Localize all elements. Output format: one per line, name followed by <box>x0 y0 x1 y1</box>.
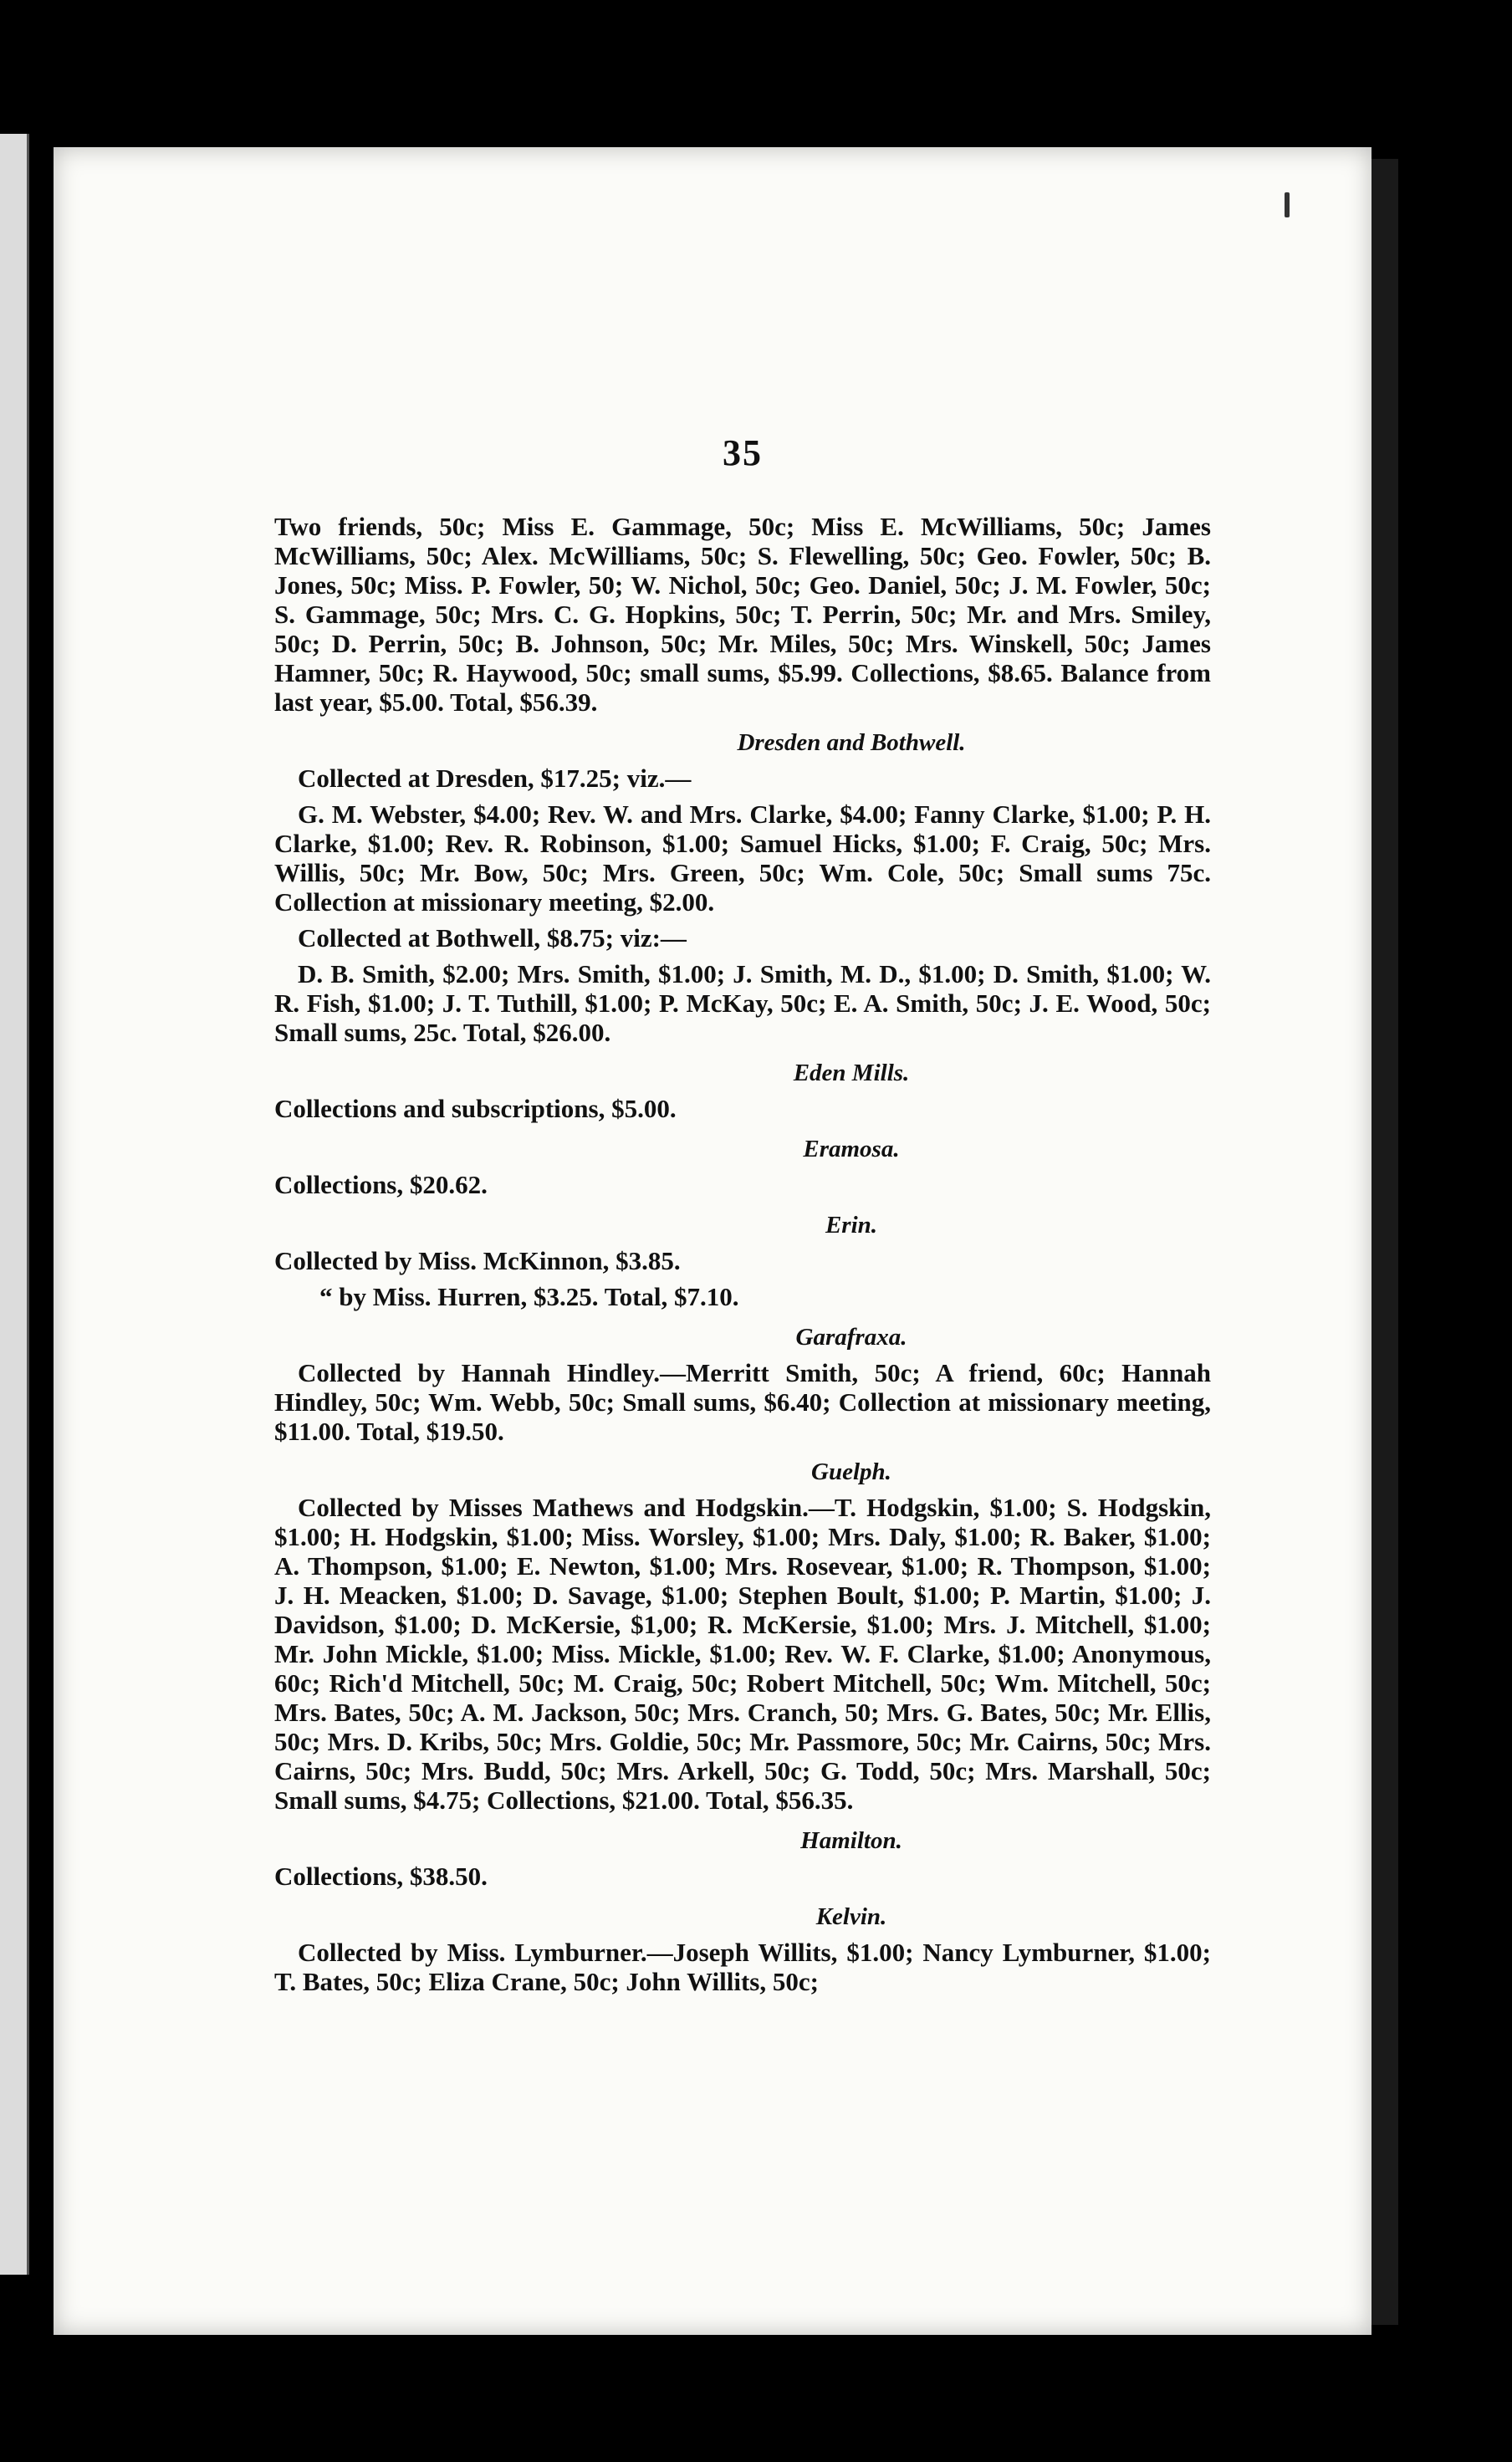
section-heading: Erin. <box>825 1212 878 1239</box>
contribution-paragraph: Collected by Hannah Hindley.—Merritt Smith, 50c; A friend, 60c; Hannah Hindley, 50c; Wm. Webb, 50c; Small sums, $6.40; Collection at missionary meeting, $11.00. Total, $19.50. <box>274 1358 1211 1446</box>
contribution-paragraph: Collected by Miss. McKinnon, $3.85. <box>274 1246 681 1275</box>
section-heading: Eramosa. <box>803 1136 900 1162</box>
section-heading: Kelvin. <box>815 1903 887 1930</box>
section-heading: Guelph. <box>811 1458 891 1485</box>
text-blocks <box>274 512 1211 1996</box>
contribution-paragraph: Two friends, 50c; Miss E. Gammage, 50c; Miss E. McWilliams, 50c; James McWilliams, 50c; Alex. McWilliams, 50c; S. Flewelling, 50c; Geo. Fowler, 50c; B. Jones, 50c; Miss. P. Fowler, 50; W. Nichol, 50c; Geo. Daniel, 50c; J. M. Fowler, 50c; S. Gammage, 50c; Mrs. C. G. Hopkins, 50c; T. Perrin, 50c; Mr. and Mrs. Smiley, 50c; D. Perrin, 50c; B. Johnson, 50c; Mr. Miles, 50c; Mrs. Winskell, 50c; James Hamner, 50c; R. Haywood, 50c; small sums, $5.99. Collections, $8.65. Balance from last year, $5.00. Total, $56.39. <box>274 512 1211 717</box>
section-heading: Hamilton. <box>800 1827 902 1854</box>
contribution-paragraph: D. B. Smith, $2.00; Mrs. Smith, $1.00; J. Smith, M. D., $1.00; D. Smith, $1.00; W. R. Fish, $1.00; J. T. Tuthill, $1.00; P. McKay, 50c; E. A. Smith, 50c; J. E. Wood, 50c; Small sums, 25c. Total, $26.00. <box>274 959 1211 1047</box>
page-number: 35 <box>723 432 763 473</box>
ditto-entry: “ by Miss. Hurren, $3.25. Total, $7.10. <box>319 1282 739 1311</box>
page-content <box>274 432 1211 2003</box>
contribution-paragraph: Collected by Misses Mathews and Hodgskin.—T. Hodgskin, $1.00; S. Hodgskin, $1.00; H. Hodgskin, $1.00; Miss. Worsley, $1.00; Mrs. Daly, $1.00; R. Baker, $1.00; A. Thompson, $1.00; E. Newton, $1.00; Mrs. Rosevear, $1.00; R. Thompson, $1.00; J. H. Meacken, $1.00; D. Savage, $1.00; Stephen Boult, $1.00; P. Martin, $1.00; J. Davidson, $1.00; D. McKersie, $1,00; R. McKersie, $1.00; Mrs. J. Mitchell, $1.00; Mr. John Mickle, $1.00; Miss. Mickle, $1.00; Rev. W. F. Clarke, $1.00; Anonymous, 60c; Rich'd Mitchell, 50c; M. Craig, 50c; Robert Mitchell, 50c; Wm. Mitchell, 50c; Mrs. Bates, 50c; A. M. Jackson, 50c; Mrs. Cranch, 50; Mrs. G. Bates, 50c; Mr. Ellis, 50c; Mrs. D. Kribs, 50c; Mrs. Goldie, 50c; Mr. Passmore, 50c; Mr. Cairns, 50c; Mrs. Cairns, 50c; Mrs. Budd, 50c; Mrs. Arkell, 50c; G. Todd, 50c; Mrs. Marshall, 50c; Small sums, $4.75; Collections, $21.00. Total, $56.35. <box>274 1493 1211 1815</box>
section-heading: Garafraxa. <box>795 1324 907 1351</box>
contribution-paragraph: Collections, $38.50. <box>274 1862 488 1891</box>
page-gutter-shadow <box>1372 159 1398 2325</box>
adjacent-page-edge <box>0 134 29 2275</box>
contribution-paragraph: Collected at Dresden, $17.25; viz.— <box>298 764 692 793</box>
contribution-paragraph: Collections and subscriptions, $5.00. <box>274 1094 677 1123</box>
contribution-paragraph: G. M. Webster, $4.00; Rev. W. and Mrs. Clarke, $4.00; Fanny Clarke, $1.00; P. H. Clarke, $1.00; Rev. R. Robinson, $1.00; Samuel Hicks, $1.00; F. Craig, 50c; Mrs. Willis, 50c; Mr. Bow, 50c; Mrs. Green, 50c; Wm. Cole, 50c; Small sums 75c. Collection at missionary meeting, $2.00. <box>274 799 1211 917</box>
section-heading: Eden Mills. <box>793 1060 910 1086</box>
contribution-paragraph: Collected at Bothwell, $8.75; viz:— <box>298 923 687 953</box>
contribution-paragraph: Collected by Miss. Lymburner.—Joseph Willits, $1.00; Nancy Lymburner, $1.00; T. Bates, 50c; Eliza Crane, 50c; John Willits, 50c; <box>274 1938 1211 1996</box>
margin-mark <box>1285 192 1290 217</box>
contribution-paragraph: Collections, $20.62. <box>274 1170 488 1199</box>
section-heading: Dresden and Bothwell. <box>737 729 966 756</box>
